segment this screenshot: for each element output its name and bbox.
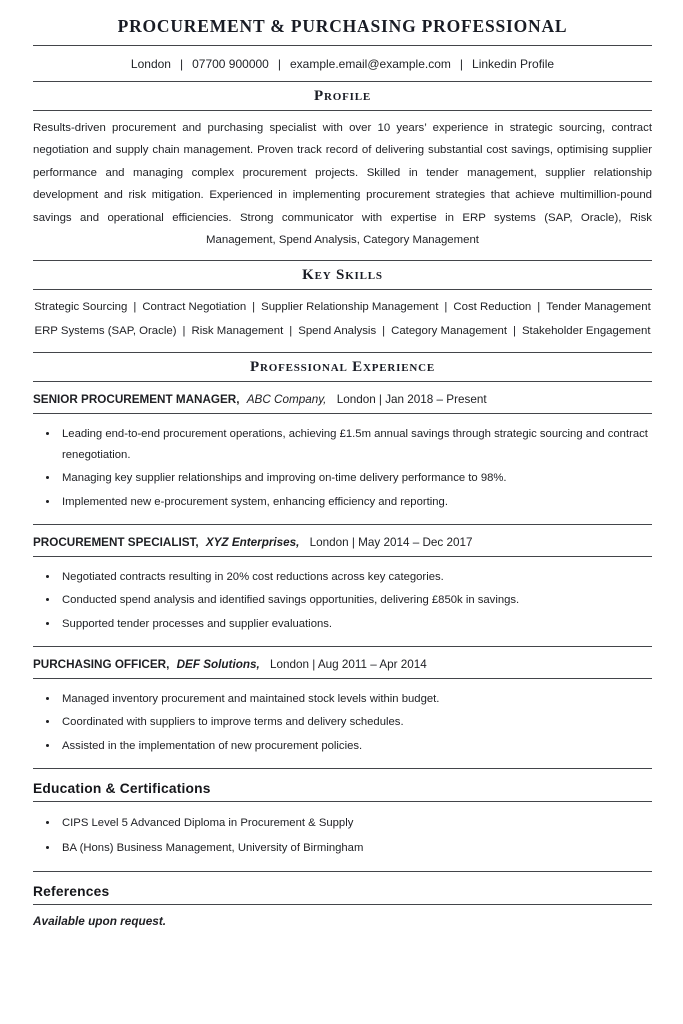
contact-email[interactable]: example.email@example.com bbox=[289, 57, 451, 71]
skill-item: ERP Systems (SAP, Oracle) bbox=[34, 325, 177, 338]
contact-location: London bbox=[130, 57, 171, 71]
skill-item: Contract Negotiation bbox=[142, 301, 247, 314]
job-bullet: • Conducted spend analysis and identified savings opportunities, delivering £850k in savings. bbox=[59, 590, 652, 611]
skill-item: Supplier Relationship Management bbox=[261, 301, 439, 314]
skill-separator: | bbox=[537, 301, 541, 314]
job-bullet-list bbox=[33, 557, 652, 646]
job-company: XYZ Enterprises, bbox=[205, 536, 300, 550]
contact-line bbox=[33, 46, 652, 81]
job-location-dates: London | Jan 2018 – Present bbox=[336, 393, 487, 407]
job-bullet: • Leading end-to-end procurement operations, achieving £1.5m annual savings through strategic sourcing and contract renegotiation. bbox=[59, 424, 652, 466]
contact-linkedin-link[interactable]: Linkedin Profile bbox=[472, 57, 555, 71]
section-heading-education: Education & Certifications bbox=[33, 781, 211, 797]
skill-item: Strategic Sourcing bbox=[34, 301, 128, 314]
contact-separator: | bbox=[179, 57, 184, 71]
job-title: SENIOR PROCUREMENT MANAGER, bbox=[33, 393, 240, 407]
job-company: ABC Company, bbox=[246, 393, 327, 407]
page-title: PROCUREMENT & PURCHASING PROFESSIONAL bbox=[117, 16, 568, 36]
skill-separator: | bbox=[289, 325, 293, 338]
skill-separator: | bbox=[382, 325, 386, 338]
job-heading bbox=[33, 525, 652, 556]
job-heading bbox=[33, 647, 652, 678]
education-item: • BA (Hons) Business Management, University of Birmingham bbox=[59, 837, 652, 859]
job-bullet: • Managed inventory procurement and maintained stock levels within budget. bbox=[59, 689, 652, 710]
skill-separator: | bbox=[182, 325, 186, 338]
profile-summary: Results-driven procurement and purchasing specialist with over 10 years’ experience in strategic sourcing, contract negotiation and supply chain management. Proven track record of delivering substantial cost savings, optimising supplier performance and managing complex procurement projects. Skilled in tender management, supplier relationship development and risk mitigation. Experienced in implementing procurement strategies that achieve multimillion-pound savings and operational efficiencies. Strong communicator with expertise in ERP systems (SAP, Oracle), Risk Management, Spend Analysis, Category Management bbox=[33, 122, 652, 247]
references-text: Available upon request. bbox=[33, 914, 167, 929]
job-title: PROCUREMENT SPECIALIST, bbox=[33, 536, 199, 550]
job-location-dates: London | May 2014 – Dec 2017 bbox=[309, 536, 473, 550]
skill-separator: | bbox=[512, 325, 516, 338]
skill-item: Stakeholder Engagement bbox=[521, 325, 651, 338]
job-company: DEF Solutions, bbox=[176, 658, 260, 672]
job-title: PURCHASING OFFICER, bbox=[33, 658, 170, 672]
section-heading-profile: Profile bbox=[314, 88, 371, 104]
key-skills-list bbox=[33, 290, 652, 352]
section-heading-key-skills: Key Skills bbox=[302, 267, 383, 284]
job-bullet: • Negotiated contracts resulting in 20% cost reductions across key categories. bbox=[59, 567, 652, 588]
education-list bbox=[33, 802, 652, 871]
job-bullet-list bbox=[33, 414, 652, 524]
key-skills-line bbox=[33, 319, 652, 343]
contact-separator: | bbox=[277, 57, 281, 71]
job-bullet: • Implemented new e-procurement system, enhancing efficiency and reporting. bbox=[59, 492, 652, 513]
skill-item: Category Management bbox=[391, 325, 507, 338]
skill-separator: | bbox=[252, 301, 256, 314]
job-heading bbox=[33, 382, 652, 413]
skill-item: Cost Reduction bbox=[453, 301, 532, 314]
job-bullet: • Coordinated with suppliers to improve terms and delivery schedules. bbox=[59, 712, 652, 733]
skill-separator: | bbox=[133, 301, 137, 314]
skill-item: Spend Analysis bbox=[298, 325, 377, 338]
skill-separator: | bbox=[444, 301, 448, 314]
education-item: • CIPS Level 5 Advanced Diploma in Procurement & Supply bbox=[59, 812, 652, 834]
section-heading-experience: Professional Experience bbox=[250, 359, 435, 376]
job-location-dates: London | Aug 2011 – Apr 2014 bbox=[269, 658, 427, 672]
skill-item: Risk Management bbox=[191, 325, 284, 338]
section-heading-references: References bbox=[33, 884, 110, 900]
job-bullet: • Managing key supplier relationships and improving on-time delivery performance to 98%. bbox=[59, 468, 652, 489]
job-bullet: • Assisted in the implementation of new procurement policies. bbox=[59, 736, 652, 757]
job-bullet: • Supported tender processes and supplier evaluations. bbox=[59, 614, 652, 635]
job-bullet-list bbox=[33, 679, 652, 768]
skill-item: Tender Management bbox=[546, 301, 651, 314]
key-skills-line bbox=[33, 295, 652, 319]
contact-phone: 07700 900000 bbox=[192, 57, 269, 71]
contact-separator: | bbox=[459, 57, 464, 71]
